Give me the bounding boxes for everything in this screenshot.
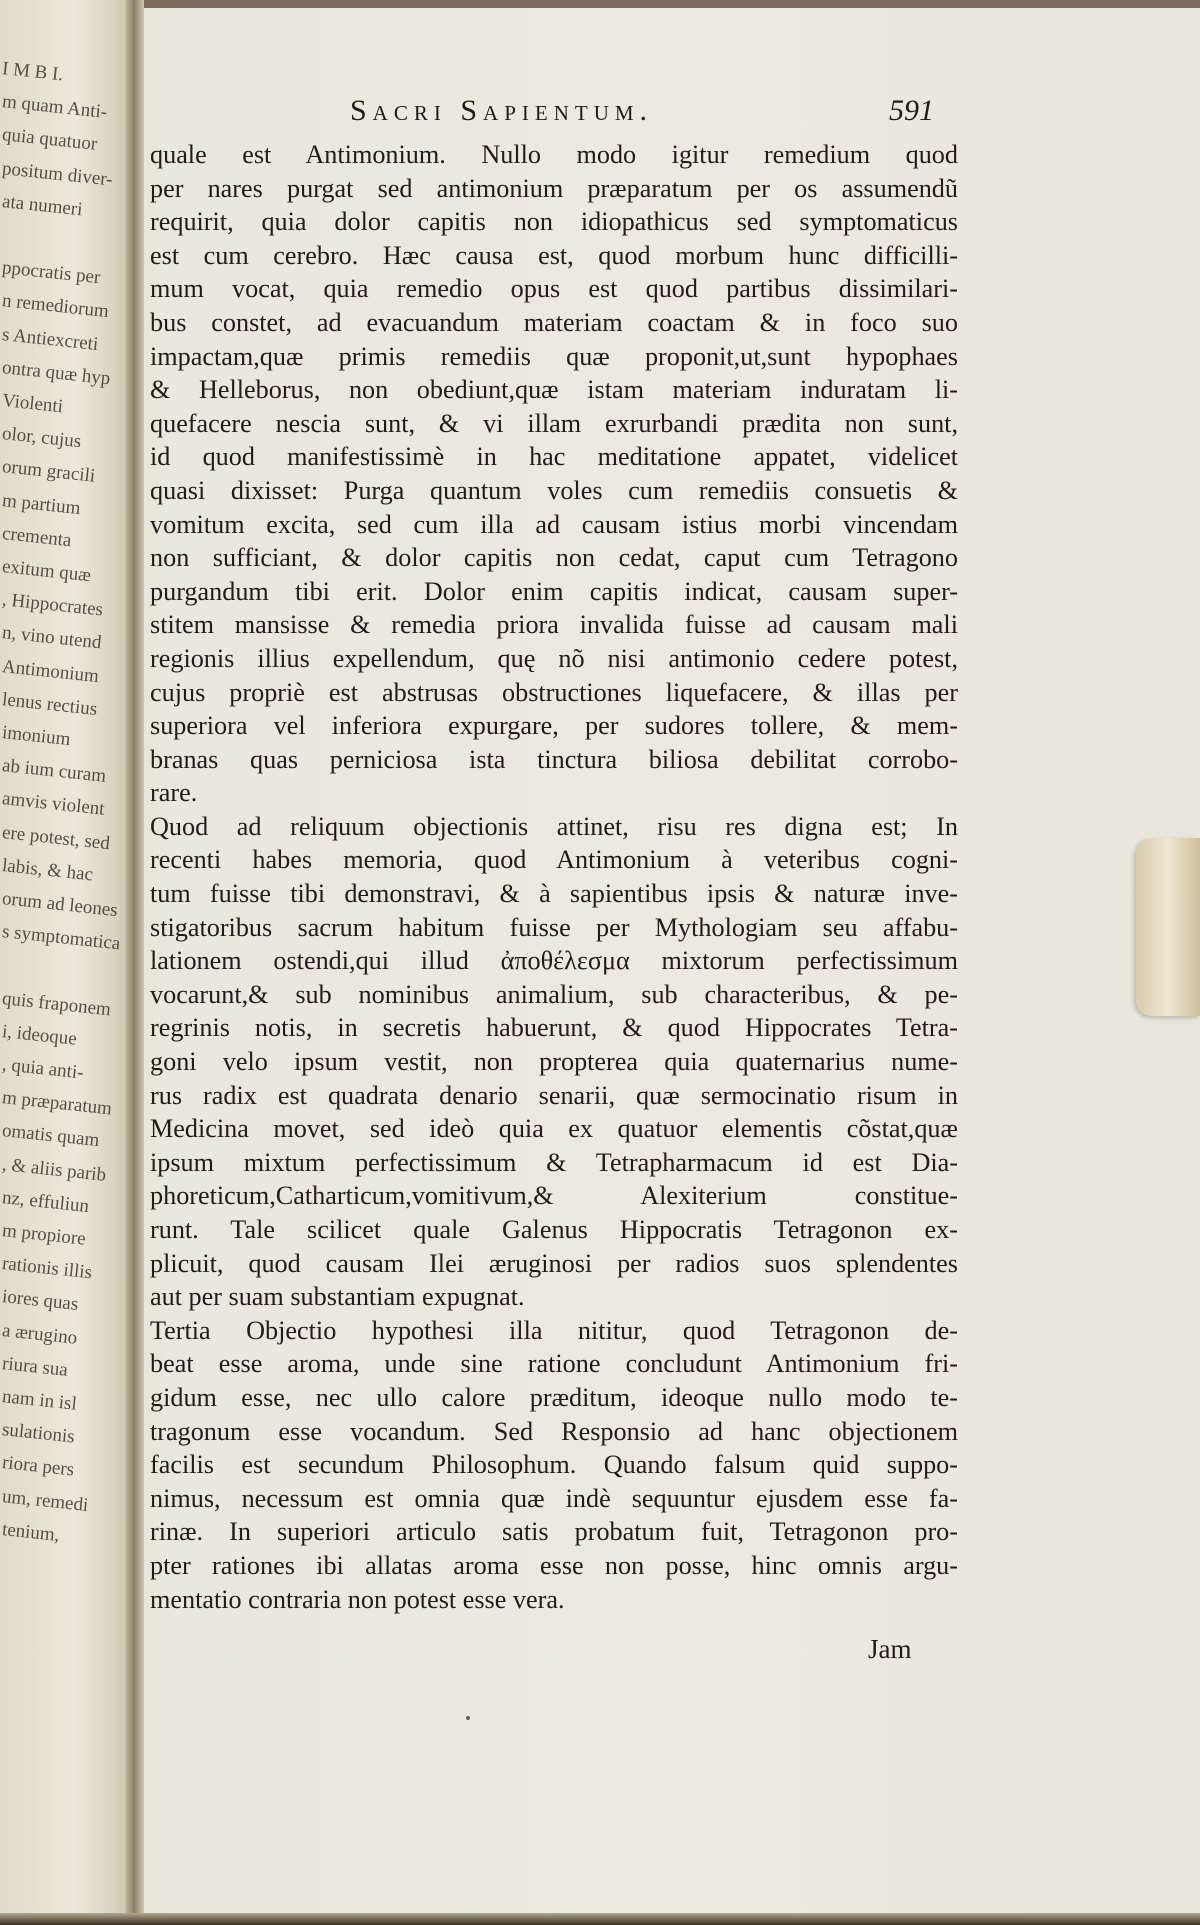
facing-page-line: Violenti <box>1 390 65 418</box>
facing-page-line: ata numeri <box>1 190 84 221</box>
facing-page-line: s Antiexcreti <box>1 323 100 355</box>
facing-page-line: m propiore <box>1 1220 87 1250</box>
facing-page-line: imonium <box>1 722 72 751</box>
facing-page-line: amvis violent <box>1 788 106 821</box>
text-line: purgandum tibi erit. Dolor enim capitis indicat, causam super- <box>150 576 958 606</box>
facing-page-line: ppocratis per <box>1 257 102 289</box>
text-line: tragonum esse vocandum. Sed Responsio ad hanc objectionem <box>150 1416 958 1446</box>
text-line: Tertia Objectio hypothesi illa nititur, quod Tetragonon de- <box>150 1315 958 1345</box>
text-line: mentatio contraria non potest esse vera. <box>150 1584 565 1614</box>
running-head-title: Sacri Sapientum. <box>350 94 654 127</box>
facing-page-line: , & aliis parib <box>1 1153 108 1186</box>
facing-page-line: i, ideoque <box>1 1020 78 1050</box>
body-text <box>150 138 958 1616</box>
facing-page-line: m partium <box>1 489 82 519</box>
facing-page-line: ere potest, sed <box>1 821 111 854</box>
text-line: Medicina movet, sed ideò quia ex quatuor elementis cõstat,quæ <box>150 1114 958 1144</box>
facing-page-line: positum diver- <box>1 157 114 191</box>
facing-page-line: n remediorum <box>1 290 110 323</box>
facing-page-line: ab ium curam <box>1 755 108 788</box>
text-line: requirit, quia dolor capitis non idiopathicus sed symptomaticus <box>150 207 958 237</box>
text-line: est cum cerebro. Hæc causa est, quod morbum hunc difficilli- <box>150 240 958 270</box>
text-line: phoreticum,Catharticum,vomitivum,& Alexiterium constitue- <box>150 1181 958 1211</box>
facing-page-line: ontra quæ hyp <box>1 356 112 390</box>
text-line: rus radix est quadrata denario senarii, quæ sermocinatio risum in <box>150 1080 958 1110</box>
page-top-edge <box>138 0 1200 8</box>
text-line: vomitum excita, sed cum illa ad causam istius morbi vincendam <box>150 509 958 539</box>
facing-page-line: m præparatum <box>1 1087 113 1120</box>
text-line: impactam,quæ primis remediis quæ proponit,ut,sunt hypophaes <box>150 341 958 371</box>
facing-page-line: nam in isl <box>1 1386 78 1415</box>
text-line: recenti habes memoria, quod Antimonium à veteribus cogni- <box>150 845 958 875</box>
page-bottom-edge <box>0 1913 1200 1925</box>
facing-page-line: riura sua <box>1 1352 69 1381</box>
text-line: regrinis notis, in secretis habuerunt, & quod Hippocrates Tetra- <box>150 1013 958 1043</box>
text-line: rare. <box>150 778 198 808</box>
text-line: quasi dixisset: Purga quantum voles cum remediis consuetis & <box>150 475 958 505</box>
text-line: gidum esse, nec ullo calore præditum, ideoque nullo modo te- <box>150 1382 958 1412</box>
text-line: per nares purgat sed antimonium præparatum per os assumendũ <box>150 173 958 203</box>
facing-page-line: , Hippocrates <box>1 589 105 621</box>
facing-page-line: nz, effuliun <box>1 1186 91 1217</box>
text-line: aut per suam substantiam expugnat. <box>150 1282 525 1312</box>
facing-page-line: I M B I. <box>1 58 65 86</box>
facing-page-line: orum ad leones <box>1 888 119 922</box>
text-line: non sufficiant, & dolor capitis non cedat, caput cum Tetragono <box>150 543 958 573</box>
text-line: quale est Antimonium. Nullo modo igitur remedium quod <box>150 140 958 169</box>
facing-page-line: omatis quam <box>1 1120 101 1152</box>
facing-page-line: , quia anti- <box>1 1054 85 1084</box>
ink-speck <box>466 1716 470 1720</box>
facing-page-line: n, vino utend <box>1 622 103 654</box>
text-line: cujus propriè est abstrusas obstructiones liquefacere, & illas per <box>150 677 958 707</box>
text-line: beat esse aroma, unde sine ratione concludunt Antimonium fri- <box>150 1349 958 1379</box>
text-line: vocarunt,& sub nominibus animalium, sub characteribus, & pe- <box>150 979 958 1009</box>
facing-page-line: olor, cujus <box>1 423 83 453</box>
facing-page-line: Antimonium <box>1 655 100 687</box>
facing-page-line: quia quatuor <box>1 124 99 156</box>
facing-page-line: sulationis <box>1 1419 76 1448</box>
facing-page-line: s symptomatica <box>1 921 122 955</box>
facing-page-line: um, remedi <box>1 1485 90 1516</box>
text-line: mum vocat, quia remedio opus est quod partibus dissimilari- <box>150 274 958 304</box>
text-line: runt. Tale scilicet quale Galenus Hippocratis Tetragonon ex- <box>150 1215 958 1244</box>
text-line: pter rationes ibi allatas aroma esse non posse, hinc omnis argu- <box>150 1550 958 1580</box>
facing-page-line: tenium, <box>1 1518 61 1546</box>
facing-page-line: lenus rectius <box>1 688 99 720</box>
text-line: stigatoribus sacrum habitum fuisse per Mythologiam seu affabu- <box>150 912 958 942</box>
facing-page-line: riora pers <box>1 1452 76 1481</box>
facing-page-line: rationis illis <box>1 1253 94 1284</box>
text-line: branas quas perniciosa ista tinctura biliosa debilitat corrobo- <box>150 744 958 774</box>
text-line: ipsum mixtum perfectissimum & Tetrapharmacum id est Dia- <box>150 1147 958 1177</box>
text-line: superiora vel inferiora expurgare, per sudores tollere, & mem- <box>150 711 958 741</box>
facing-page-line <box>1 224 127 261</box>
facing-page-edge <box>0 0 138 1925</box>
page-number: 591 <box>889 94 934 127</box>
catchword: Jam <box>868 1634 912 1664</box>
facing-page-line: exitum quæ <box>1 556 92 587</box>
running-head <box>350 94 934 138</box>
facing-page-line: quis fraponem <box>1 987 112 1020</box>
book-gutter <box>126 0 144 1925</box>
text-line: rinæ. In superiori articulo satis probatum fuit, Tetragonon pro- <box>150 1517 958 1547</box>
text-line: lationem ostendi,qui illud ἀποθέλεσμα mixtorum perfectissimum <box>150 946 958 976</box>
text-line: tum fuisse tibi demonstravi, & à sapientibus ipsis & naturæ inve- <box>150 879 958 909</box>
facing-page-line: a ærugino <box>1 1319 79 1349</box>
text-line: regionis illius expellendum, quę nõ nisi antimonio cedere potest, <box>150 643 958 673</box>
text-line: stitem mansisse & remedia priora invalida fuisse ad causam mali <box>150 610 958 640</box>
text-line: nimus, necessum est omnia quæ indè sequuntur ejusdem esse fa- <box>150 1483 958 1513</box>
facing-page-line: crementa <box>1 522 73 552</box>
text-line: Quod ad reliquum objectionis attinet, risu res digna est; In <box>150 811 958 841</box>
facing-page-line <box>1 954 127 991</box>
text-line: & Helleborus, non obediunt,quæ istam materiam induratam li- <box>150 375 958 405</box>
paper-tab-marker <box>1136 838 1200 1016</box>
facing-page-line: orum gracili <box>1 456 97 488</box>
text-line: plicuit, quod causam Ilei æruginosi per radios suos splendentes <box>150 1248 958 1278</box>
text-line: quefacere nescia sunt, & vi illam exrurbandi prædita non sunt, <box>150 408 958 438</box>
facing-page-line: iores quas <box>1 1286 80 1316</box>
facing-page-line: m quam Anti- <box>1 91 109 124</box>
text-line: goni velo ipsum vestit, non propterea quia quaternarius nume- <box>150 1047 958 1077</box>
text-line: facilis est secundum Philosophum. Quando falsum quid suppo- <box>150 1450 958 1480</box>
text-line: id quod manifestissimè in hac meditatione appatet, videlicet <box>150 442 958 472</box>
facing-page-line: labis, & hac <box>1 854 95 886</box>
text-line: bus constet, ad evacuandum materiam coactam & in foco suo <box>150 307 958 337</box>
